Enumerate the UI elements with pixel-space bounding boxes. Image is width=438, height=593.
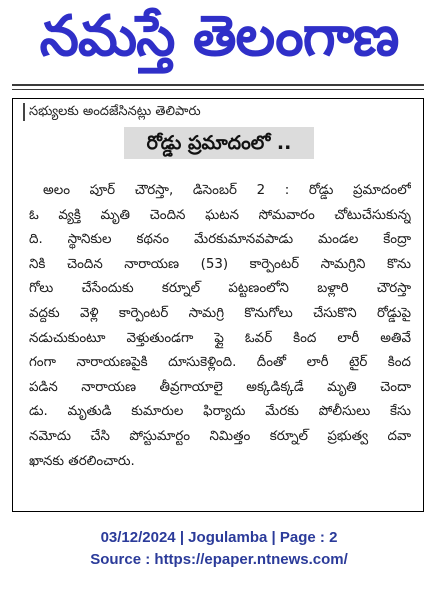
- masthead-title: నమస్తే తెలంగాణ: [39, 4, 399, 69]
- previous-article-tail: సభ్యులకు అందజేసినట్లు తెలిపారు: [29, 104, 201, 119]
- body-line: నికి చెందిన నారాయణ (53) కార్పెంటర్ సామగ్రిని కొను: [29, 256, 411, 272]
- masthead-divider-bottom: [12, 89, 424, 90]
- newspaper-masthead: [0, 0, 438, 86]
- news-clipping: [12, 98, 424, 512]
- body-line: వద్దకు వెళ్లి కార్పెంటర్ సామగ్రి కొనుగోలు చేసుకొని రోడ్డుపై: [29, 305, 411, 321]
- masthead-divider-top: [12, 84, 424, 86]
- body-line: గంగా నారాయణపైకి దూసుకెళ్లింది. దీంతో లారీ టైర్ కింద: [29, 355, 411, 371]
- clipping-source-link[interactable]: Source : https://epaper.ntnews.com/: [90, 551, 348, 568]
- body-line: నడుచుకుంటూ వెళ్తుతుండగా ఫ్లై ఓవర్ కింద లారీ అతివే: [29, 330, 411, 346]
- headline-box: [124, 127, 314, 159]
- article-body: [29, 179, 411, 474]
- body-line: ఓ వ్యక్తి మృతి చెందిన ఘటన సోమవారం చోటుచేసుకున్న: [29, 207, 411, 223]
- article-headline: రోడ్డు ప్రమాదంలో ..: [146, 132, 292, 154]
- body-line: డు. మృతుడి కుమారుల ఫిర్యాదు మేరకు పోలీసులు కేసు: [29, 404, 411, 420]
- body-line: నమోదు చేసి పోస్టుమార్టం నిమిత్తం కర్నూల్ ప్రభుత్వ దవా: [29, 428, 411, 444]
- clipping-date-edition-page: 03/12/2024 | Jogulamba | Page : 2: [100, 529, 338, 546]
- body-line: ది. స్థానికుల కథనం మేరకుమానవపాడు మండల కేంద్రా: [29, 232, 411, 248]
- body-line: ఖానకు తరలించారు.: [29, 453, 135, 469]
- body-line: గోలు చేసేందుకు కర్నూల్ పట్టణంలోని బళ్లారి చౌరస్తా: [29, 281, 411, 297]
- body-line: అలం పూర్ చౌరస్తా, డిసెంబర్ 2 : రోడ్డు ప్రమాదంలో: [43, 183, 411, 198]
- body-line: పడిన నారాయణ తీవ్రగాయాలై అక్కడిక్కడే మృతి చెందా: [29, 379, 411, 395]
